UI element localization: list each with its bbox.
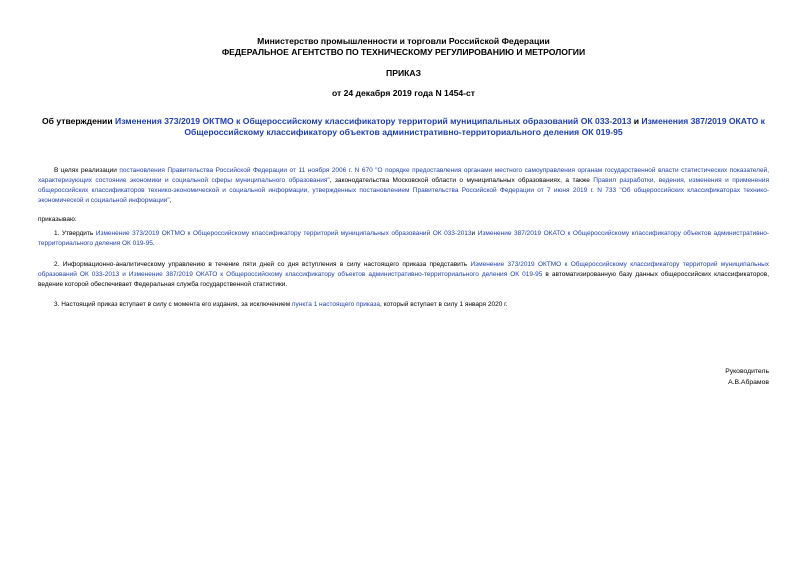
agency-heading: ФЕДЕРАЛЬНОЕ АГЕНТСТВО ПО ТЕХНИЧЕСКОМУ РЕГУЛИРОВАНИЮ И МЕТРОЛОГИИ [221,47,586,57]
order-title: ПРИКАЗ [386,68,421,78]
item-2-paragraph [38,260,769,290]
item-2-text-1: 2. Информационно-аналитическому управлению в течение пяти дней со дня вступления в силу настоящего приказа представить [54,261,471,268]
ministry-heading: Министерство промышленности и торговли Российской Федерации [257,36,550,46]
signature-title: Руководитель [725,368,769,375]
order-subject [40,116,767,138]
subject-text-1: Об утверждении [41,116,116,126]
item-2-link-changes[interactable]: Изменение 373/2019 ОКТМО к Общероссийскому классификатору территорий муниципальных образований ОК 033-2013 и Изменение 387/2019 ОКАТО к Общероссийскому классификатору объектов административно-территориального деления ОК 019-95 [38,261,770,278]
item-1-text-1: 1. Утвердить [54,230,96,237]
item-1-link-okato[interactable]: Изменение 387/2019 ОКАТО к Общероссийскому классификатору объектов административно-территориального деления ОК 019-95 [38,230,770,247]
order-verb: приказываю: [38,216,77,223]
preamble-link-rules-733[interactable]: Правил разработки, ведения, изменения и применения общероссийских классификаторов технико-экономической и социальной информации, утвержденных постановлением Правительства Российской Федерации от 7 июня 2019 г. N 733 "Об общероссийских классификаторах технико-экономической и социальной информации" [38,177,770,204]
item-3-text-2: , который вступает в силу 1 января 2020 г. [379,301,508,308]
item-1-paragraph [38,229,769,249]
item-1-text-2: и [471,230,478,237]
preamble-text-3: , [169,197,172,204]
item-3-text-1: 3. Настоящий приказ вступает в силу с момента его издания, за исключением [54,301,293,308]
item-2-text-2: в автоматизированную базу данных общероссийских классификаторов, ведение которой обеспечивает Федеральная служба государственной статистики. [38,271,769,288]
signature-name: А.В.Абрамов [728,379,769,386]
item-1-text-3: . [152,240,155,247]
preamble-text-1: В целях реализации [54,167,120,174]
subject-text-2: и [631,116,642,126]
item-3-paragraph [38,300,769,310]
item-3-link-point-1[interactable]: пункта 1 настоящего приказа [292,301,380,308]
order-date: от 24 декабря 2019 года N 1454-ст [331,88,476,98]
preamble-paragraph [38,166,769,206]
signature-block [725,366,769,388]
subject-link-oktmo[interactable]: Изменения 373/2019 ОКТМО к Общероссийскому классификатору территорий муниципальных образований ОК 033-2013 [115,116,632,126]
preamble-text-2: , законодательства Московской области о муниципальных образованиях, а также [329,177,594,184]
item-1-link-oktmo[interactable]: Изменение 373/2019 ОКТМО к Общероссийскому классификатору территорий муниципальных образований ОК 033-2013 [95,230,472,237]
preamble-link-resolution-670[interactable]: постановления Правительства Российской Федерации от 11 ноября 2006 г. N 670 "О порядке предоставления органами местного самоуправления органам государственной власти статистических показателей, характеризующих состояние экономики и социальной сферы муниципального образования" [38,167,769,184]
subject-link-okato[interactable]: Изменения 387/2019 ОКАТО к Общероссийскому классификатору объектов административно-территориального деления ОК 019-95 [184,116,765,137]
